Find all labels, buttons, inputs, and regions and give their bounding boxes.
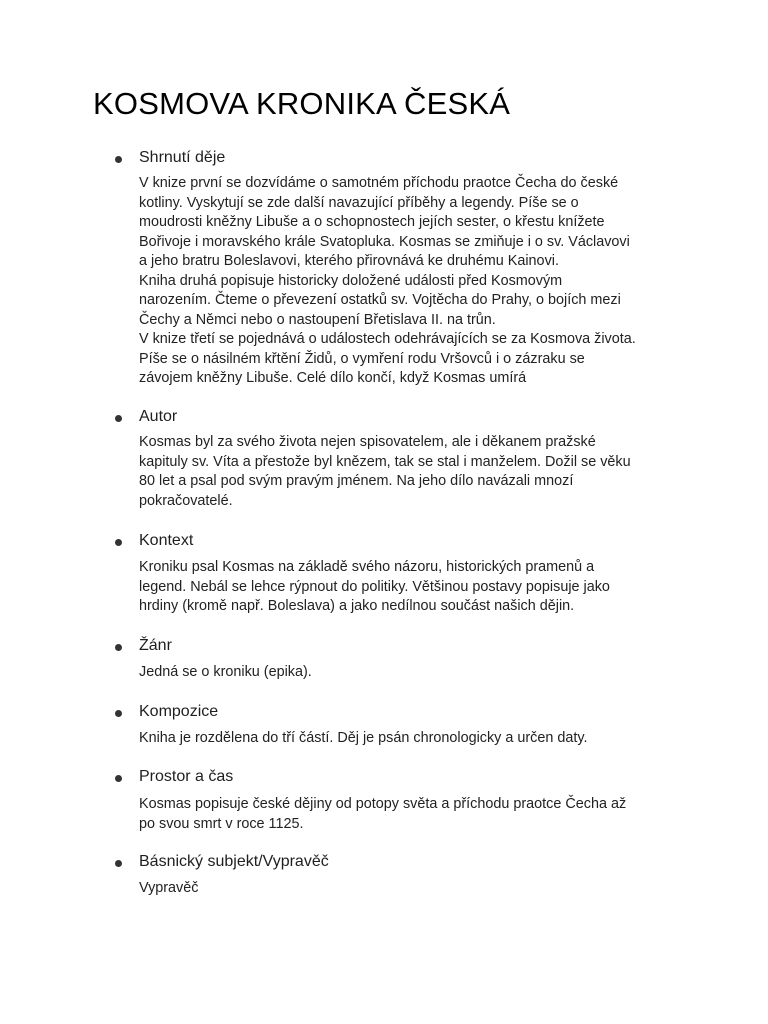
bullet-icon: [115, 539, 122, 546]
section-paragraph: [139, 795, 626, 834]
paragraph-line: Bořivoje i moravského krále Svatopluka. Kosmas se zmiňuje i o sv. Václavovi: [139, 233, 630, 250]
paragraph-line: narozením. Čteme o převezení ostatků sv. Vojtěcha do Prahy, o bojích mezi: [139, 292, 621, 308]
paragraph-line: 80 let a psal pod svým pravým jménem. Na jeho dílo navázali mnozí: [139, 473, 574, 489]
section-paragraph: [139, 558, 610, 617]
paragraph-line: kapituly sv. Víta a přestože byl knězem, tak se stal i manželem. Dožil se věku: [139, 453, 631, 470]
paragraph-line: Kniha druhá popisuje historicky doložené události před Kosmovým: [139, 272, 563, 289]
section-paragraph: [139, 729, 588, 749]
paragraph-line: Vypravěč: [139, 880, 199, 896]
paragraph-line: hrdiny (kromě např. Boleslava) a jako nedílnou součást našich dějin.: [139, 598, 575, 614]
section-heading: Prostor a čas: [139, 768, 234, 785]
bullet-icon: [115, 644, 122, 651]
paragraph-line: V knize třetí se pojednává o událostech odehrávajících se za Kosmova života.: [139, 331, 636, 347]
bullet-icon: [115, 156, 122, 163]
paragraph-line: a jeho bratru Boleslavovi, kterého přirovnává ke druhému Kainovi.: [139, 253, 559, 269]
section-heading: Básnický subjekt/Vypravěč: [139, 853, 329, 870]
paragraph-line: kotliny. Vyskytují se zde další navazující příběhy a legendy. Píše se o: [139, 194, 579, 211]
section-paragraph: [139, 879, 198, 899]
paragraph-line: Jedná se o kroniku (epika).: [139, 664, 312, 680]
paragraph-line: moudrosti kněžny Libuše a o schopnostech jejích sester, o křestu knížete: [139, 214, 605, 230]
section-paragraph: [139, 663, 312, 683]
paragraph-line: závojem kněžny Libuše. Celé dílo končí, když Kosmas umírá: [139, 370, 527, 386]
paragraph-line: Kniha je rozdělena do tří částí. Děj je psán chronologicky a určen daty.: [139, 730, 588, 746]
paragraph-line: Čechy a Němci nebo o nastoupení Břetislava II. na trůn.: [139, 311, 496, 328]
paragraph-line: Kosmas byl za svého života nejen spisovatelem, ale i děkanem pražské: [139, 434, 596, 450]
bullet-icon: [115, 710, 122, 717]
bullet-icon: [115, 860, 122, 867]
section-paragraph: [139, 174, 636, 389]
paragraph-line: Píše se o násilném křtění Židů, o vymření rodu Vršovců i o zázraku se: [139, 350, 585, 367]
paragraph-line: po svou smrt v roce 1125.: [139, 815, 304, 832]
paragraph-line: Kroniku psal Kosmas na základě svého názoru, historických pramenů a: [139, 559, 595, 575]
section-heading: Autor: [139, 408, 178, 425]
bullet-icon: [115, 415, 122, 422]
section-heading: Shrnutí děje: [139, 149, 226, 166]
section-heading: Žánr: [139, 637, 172, 654]
section-heading: Kontext: [139, 532, 194, 549]
paragraph-line: pokračovatelé.: [139, 492, 233, 509]
section-paragraph: [139, 433, 631, 511]
section-heading: Kompozice: [139, 703, 219, 720]
paragraph-line: V knize první se dozvídáme o samotném příchodu praotce Čecha do české: [139, 175, 619, 191]
document-title: KOSMOVA KRONIKA ČESKÁ: [93, 86, 511, 121]
bullet-icon: [115, 775, 122, 782]
paragraph-line: legend. Nebál se lehce rýpnout do politiky. Většinou postavy popisuje jako: [139, 578, 610, 595]
paragraph-line: Kosmas popisuje české dějiny od potopy světa a příchodu praotce Čecha až: [139, 796, 627, 812]
